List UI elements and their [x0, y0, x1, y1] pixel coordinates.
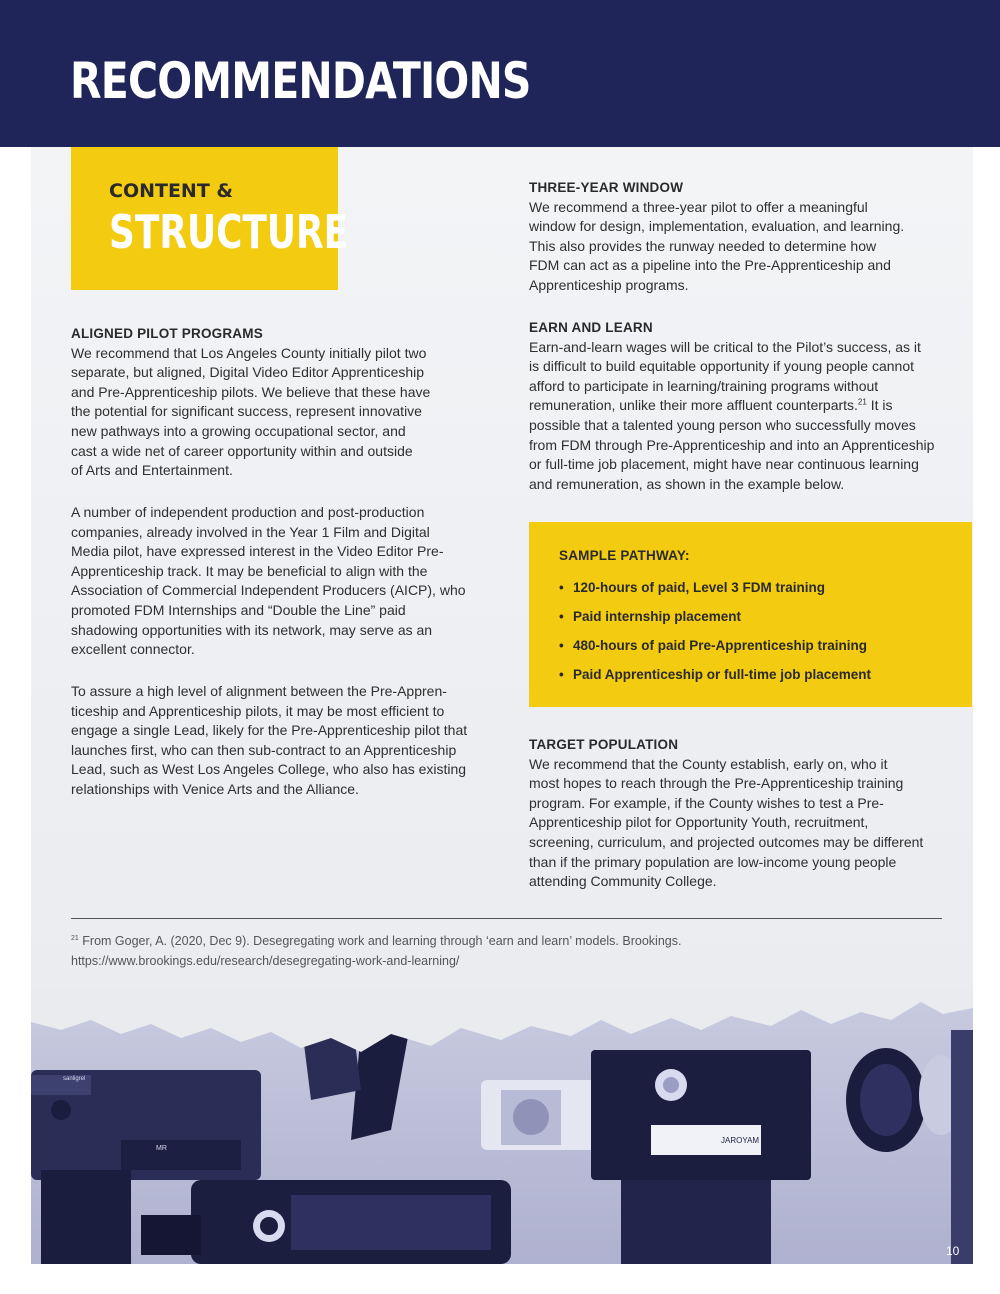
text-line: promoted FDM Internships and “Double the Line” paid: [71, 601, 406, 618]
text-line: Earn-and-learn wages will be critical to the Pilot’s success, as it: [529, 338, 921, 355]
text-line: attending Community College.: [529, 873, 717, 890]
text-line: ticeship and Apprenticeship pilots, it may be most efficient to: [71, 702, 445, 719]
text-line: Lead, such as West Los Angeles College, who also has existing: [71, 761, 467, 778]
text-line: We recommend a three-year pilot to offer a meaningful: [529, 198, 868, 215]
text-line: afford to participate in learning/training programs without: [529, 377, 879, 394]
target-population-heading: TARGET POPULATION: [529, 737, 679, 752]
text-line: from FDM through Pre-Apprenticeship and into an Apprenticeship: [529, 436, 935, 453]
page-title: RECOMMENDATIONS: [70, 52, 531, 110]
text-line: remuneration, unlike their more affluent counterparts.: [529, 397, 858, 414]
text-line: screening, curriculum, and projected outcomes may be different: [529, 833, 924, 850]
bullet-icon: •: [559, 638, 564, 653]
sample-pathway-list: [559, 577, 871, 693]
text-line: shadowing opportunities with its network, may serve as an: [71, 621, 433, 638]
text-line: of Arts and Entertainment.: [71, 462, 233, 479]
text-line: relationships with Venice Arts and the Alliance.: [71, 780, 359, 797]
text-line: program. For example, if the County wishes to test a Pre-: [529, 794, 884, 811]
sample-pathway-title: SAMPLE PATHWAY:: [559, 548, 690, 563]
earn-learn-heading: EARN AND LEARN: [529, 320, 653, 335]
footnote-ref: 21: [857, 397, 867, 407]
list-item: [559, 606, 871, 635]
text-line: It is: [866, 397, 893, 414]
text-line: Apprenticeship pilot for Opportunity Youth, recruitment,: [529, 814, 869, 831]
footnote: [71, 932, 681, 971]
section-subtitle: CONTENT &: [109, 180, 233, 202]
list-item-label: Paid Apprenticeship or full-time job placement: [573, 667, 872, 682]
text-line: companies, already involved in the Year 1 Film and Digital: [71, 523, 430, 540]
text-line: and remuneration, as shown in the example below.: [529, 475, 845, 492]
aligned-paragraph-1: [71, 344, 491, 481]
text-line: We recommend that Los Angeles County initially pilot two: [71, 344, 427, 361]
section-title: STRUCTURE: [109, 205, 349, 259]
svg-text:MR: MR: [156, 1145, 167, 1152]
aligned-paragraph-2: [71, 503, 491, 660]
svg-text:sanligrel: sanligrel: [63, 1076, 86, 1082]
text-line: Association of Commercial Independent Producers (AICP), who: [71, 582, 466, 599]
bullet-icon: •: [559, 667, 564, 682]
text-line: Apprenticeship programs.: [529, 276, 689, 293]
text-line: than if the primary population are low-income young people: [529, 853, 897, 870]
text-line: or full-time job placement, might have near continuous learning: [529, 456, 919, 473]
text-line: new pathways into a growing occupational sector, and: [71, 422, 406, 439]
target-population-section: [529, 735, 959, 892]
list-item-label: 480-hours of paid Pre-Apprenticeship training: [573, 638, 868, 653]
bullet-icon: •: [559, 580, 564, 595]
text-line: To assure a high level of alignment between the Pre-Appren-: [71, 683, 447, 699]
list-item: [559, 664, 871, 693]
text-line: Media pilot, have expressed interest in the Video Editor Pre-: [71, 543, 444, 560]
text-line: launches first, who can then sub-contract to an Apprenticeship: [71, 741, 457, 758]
aligned-pilot-heading: ALIGNED PILOT PROGRAMS: [71, 326, 263, 341]
list-item-label: 120-hours of paid, Level 3 FDM training: [573, 580, 826, 595]
text-line: possible that a talented young person who successfully moves: [529, 416, 916, 433]
list-item: [559, 635, 871, 664]
text-line: excellent connector.: [71, 641, 195, 658]
page-number: 10: [946, 1244, 960, 1258]
bullet-icon: •: [559, 609, 564, 624]
text-line: cast a wide net of career opportunity within and outside: [71, 442, 413, 459]
text-line: We recommend that the County establish, early on, who it: [529, 755, 888, 772]
text-line: the potential for significant success, represent innovative: [71, 403, 422, 420]
list-item-label: Paid internship placement: [573, 609, 742, 624]
footnote-number: 21: [71, 934, 79, 942]
footnote-text: From Goger, A. (2020, Dec 9). Desegregating work and learning through ‘earn and learn’ models. Brookings.: [78, 934, 682, 948]
text-line: window for design, implementation, evaluation, and learning.: [529, 218, 905, 235]
text-line: most hopes to reach through the Pre-Apprenticeship training: [529, 775, 904, 792]
footnote-url[interactable]: https://www.brookings.edu/research/desegregating-work-and-learning/: [71, 953, 460, 968]
aligned-pilot-section: [71, 324, 491, 481]
text-line: Apprenticeship track. It may be beneficial to align with the: [71, 562, 428, 579]
text-line: engage a single Lead, likely for the Pre-Apprenticeship pilot that: [71, 722, 468, 739]
text-line: A number of independent production and post-production: [71, 504, 425, 520]
text-line: is difficult to build equitable opportunity if young people cannot: [529, 358, 915, 375]
text-line: and Pre-Apprenticeship pilots. We believe that these have: [71, 383, 431, 400]
text-line: FDM can act as a pipeline into the Pre-Apprenticeship and: [529, 257, 891, 274]
camera-bottom: [141, 1180, 511, 1264]
three-year-window-section: [529, 178, 949, 296]
earn-and-learn-section: [529, 318, 959, 494]
aligned-paragraph-3: [71, 682, 501, 800]
svg-text:JAROYAM: JAROYAM: [721, 1136, 760, 1145]
camera-photo: [31, 990, 973, 1264]
three-year-heading: THREE-YEAR WINDOW: [529, 180, 684, 195]
text-line: separate, but aligned, Digital Video Editor Apprenticeship: [71, 364, 425, 381]
text-line: This also provides the runway needed to determine how: [529, 237, 877, 254]
list-item: [559, 577, 871, 606]
footnote-divider: [71, 918, 942, 919]
